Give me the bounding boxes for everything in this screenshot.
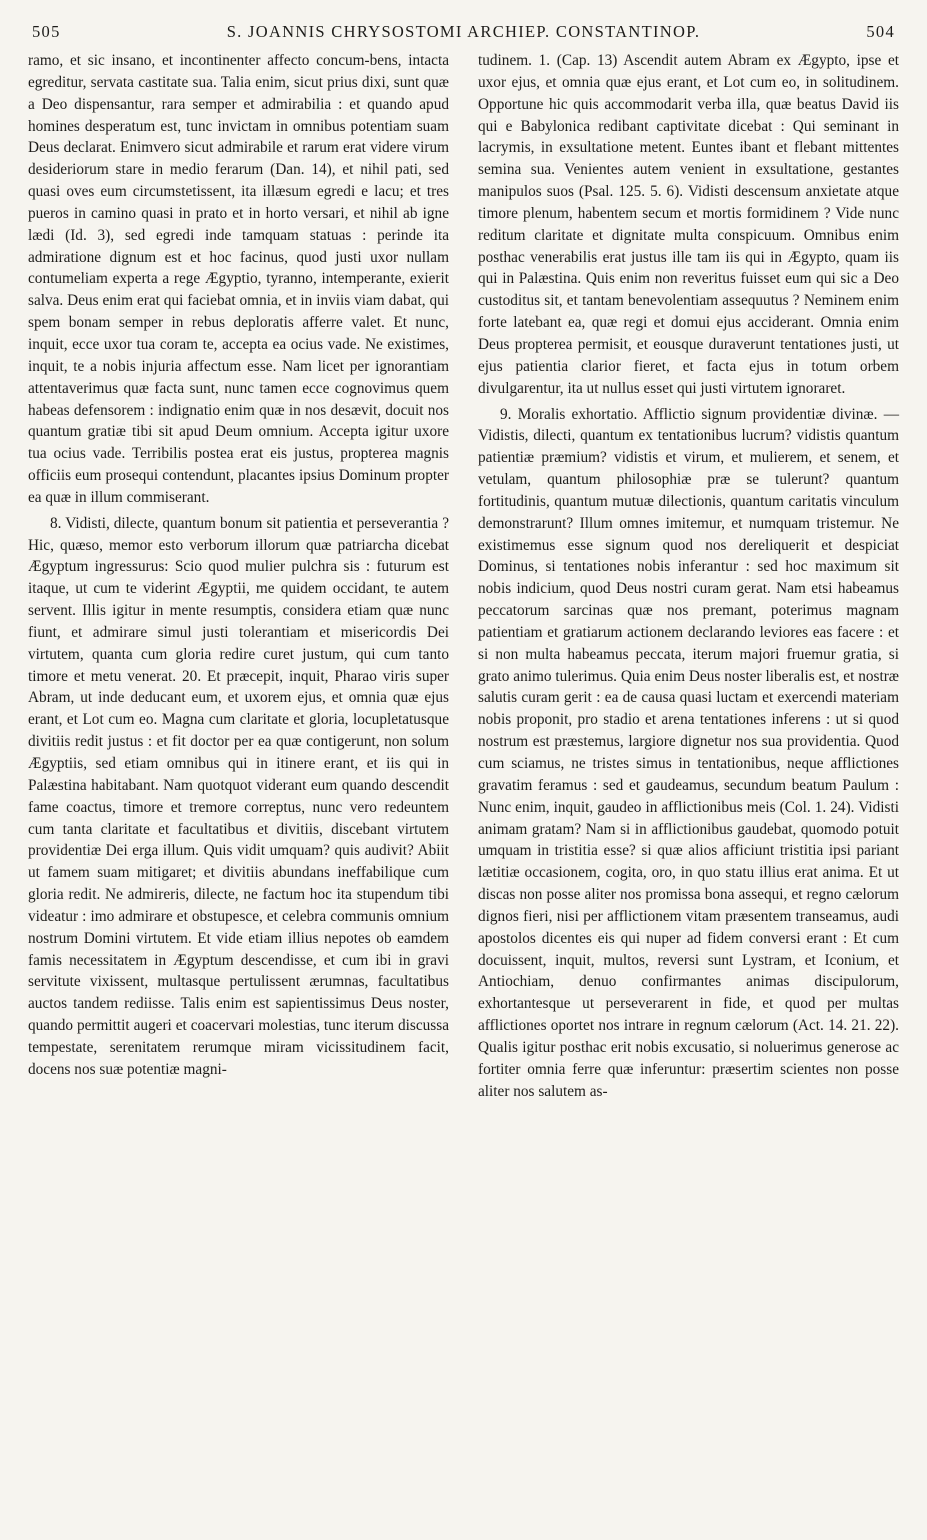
left-paragraph-1: ramo, et sic insano, et incontinenter affecto concum-bens, intacta egreditur, servata castitate sua. Talia enim, sicut prius dixi, sunt quæ a Deo dispensantur, rara semper et admirabilia : et quando apud homines desperatum est, tunc invictam in omnibus potentiam suam Deus declarat. Enimvero sicut admirabile et rarum erat videre virum desideriorum stare in medio ferarum (Dan. 14), et nihil pati, sed quasi oves eum circumstetissent, ita illæsum egredi e lacu; et tres pueros in camino quasi in prato et in horto versari, et nihil ab igne lædi (Id. 3), sed egredi inde tamquam statuas : perinde ita admiratione dignum est et hoc facinus, quod justi uxor nullam contumeliam experta a rege Ægyptio, tyranno, intemperante, exierit salva. Deus enim erat qui faciebat omnia, et in inviis viam dabat, qui spem bonam semper in rebus deploratis afferre valet. Et nunc, inquit, ecce uxor tua coram te, accepta ea ocius vade. Ne existimes, inquit, te a nobis injuria affectum esse. Nam licet per ignorantiam attentaverimus quæ facta sunt, nunc tamen ecce cognovimus quem habeas defensorem : indignatio enim quæ in nos desævit, docuit nos quantum gratiæ tibi sit apud Deum omnium. Accepta igitur uxore tua ocius vade. Terribilis postea erat eis justus, propterea magnis officiis eum prosequi contendunt, placantes ipsius Dominum propter ea quæ in illum commiserant. bbox=[28, 52, 449, 506]
page-number-right: 504 bbox=[866, 22, 895, 41]
running-title: S. JOANNIS CHRYSOSTOMI ARCHIEP. CONSTANTINOP. bbox=[226, 22, 701, 41]
right-paragraph-2: 9. Moralis exhortatio. Afflictio signum providentiæ divinæ. — Vidistis, dilecti, quantum ex tentationibus lucrum? vidistis quantum patientiæ præmium? vidistis et virum, et mulierem, et senem, et vetulam, quantum philosophiæ præ se tulerunt? quantum fortitudinis, quantum mutuæ dilectionis, quantum caritatis vinculum demonstrarunt? Illum omnes imitemur, et numquam tristemur. Ne existimemus esse signum quod nos dereliquerit et despiciat Dominus, si tentationes nobis inferantur : sed hoc maximum sit nobis indicium, quod Deus nostri curam gerat. Nam etsi habeamus peccatorum sarcinas quæ nos premant, poterimus magnam patientiam et gratiarum actionem declarando leviores eas facere : et si non multa habeamus peccata, iterum majori fruemur gratia, si grato animo tulerimus. Quia enim Deus noster liberalis est, et nostræ salutis curam gerit : ea de causa quasi luctam et exercendi materiam nobis proponit, pro stadio et arena tentationes inferens : ut si quod nostrum est præstemus, largiore dignetur nos sua providentia. Quod cum sciamus, ne tristes simus in tentationibus, neque afflictiones gravatim feramus : sed et gaudeamus, secundum beatum Paulum : Nunc enim, inquit, gaudeo in afflictionibus meis (Col. 1. 24). Vidisti animam gratam? Nam si in afflictionibus gaudebat, quomodo potuit umquam in tristitia esse? si quæ alios afficiunt tristitia ipsi pariant lætitiæ occasionem, cogita, oro, in quo statu illius erat anima. Et ut discas non posse aliter nos promissa bona assequi, et regno cælorum dignos fieri, nisi per afflictionem vitam præsentem transeamus, audi apostolos dicentes eis qui nuper ad fidem conversi erant : Et cum docuissent, inquit, multos, reversi sunt Lystram, et Iconium, et Antiochiam, denuo confirmantes animas discipulorum, exhortantesque ut perseverarent in fide, et quod per multas afflictiones oportet nos intrare in regnum cælorum (Act. 14. 21. 22). Qualis igitur posthac erit nobis excusatio, si noluerimus generose ac fortiter omnia ferre quæ inferuntur: præsertim scientes non posse aliter nos salutem as- bbox=[478, 405, 899, 1100]
text-columns bbox=[28, 50, 899, 1103]
left-column bbox=[28, 50, 449, 1103]
left-paragraph-2: 8. Vidisti, dilecte, quantum bonum sit patientia et perseverantia ? Hic, quæso, memor esto verborum illorum quæ patriarcha dicebat Ægyptum ingressurus: Scio quod mulier pulchra sis : futurum est itaque, ut cum te viderint Ægyptii, me quidem occidant, te autem servent. Illis igitur in mente resumptis, considera etiam quæ nunc fiunt, et admirare simul justi tolerantiam et misericordis Dei virtutem, quanta cum gloria redire curet justum, qui cum tanto timore et metu venerat. 20. Et præcepit, inquit, Pharao viris super Abram, ut inde deducant eum, et uxorem ejus, et omnia quæ ejus erant, et Lot cum eo. Magna cum claritate et gloria, locupletatusque divitiis redit justus : et fit doctor per ea quæ contigerunt, non solum Ægyptiis, sed etiam omnibus qui in itinere erant, et iis qui in Palæstina habitabant. Nam quotquot viderant eum quando descendit fame coactus, timore et tremore correptus, nunc vero redeuntem cum tanta claritate et facultatibus et divitiis, discebant virtutem providentiæ Dei erga illum. Quis vidit umquam? quis audivit? Abiit ut famem suam mitigaret; et divitiis abundans ineffabilique cum gloria redit. Ne admireris, dilecte, ne factum hoc ita stupendum tibi videatur : imo admirare et obstupesce, et celebra communis omnium nostrum Domini virtutem. Et vide etiam illius nepotes ob eamdem famis necessitatem in Ægyptum descendisse, et cum ibi in gravi servitute vixissent, multasque pertulissent ærumnas, facultatibus auctos tandem rediisse. Talis enim est sapientissimus Deus noster, quando permittit augeri et coacervari molestias, tunc iterum discussa tempestate, serenitatem rerumque miram vicissitudinem facit, docens nos suæ potentiæ magni- bbox=[28, 514, 449, 1078]
right-column bbox=[478, 50, 899, 1103]
right-paragraph-1: tudinem. 1. (Cap. 13) Ascendit autem Abram ex Ægypto, ipse et uxor ejus, et omnia quæ ejus erant, et Lot cum eo, in solitudinem. Opportune hic quis accommodarit verba illa, quæ beatus David iis qui e Babylonica redibant captivitate dicebat : Qui seminant in lacrymis, in exsultatione metent. Euntes ibant et flebant mittentes semina sua. Venientes autem venient in exsultatione, gestantes manipulos suos (Psal. 125. 5. 6). Vidisti descensum anxietate atque timore plenum, habentem secum et mortis formidinem ? Vide nunc reditum claritate et dignitate multa conspicuum. Omnibus enim posthac venerabilis erat justus ille tam iis qui in Ægypto, quam iis qui in Palæstina. Quis enim non reveritus fuisset eum qui sic a Deo custoditus sit, et tantam benevolentiam assequutus ? Neminem enim forte latebant ea, quæ regi et domui ejus acciderant. Omnia enim Deus propterea permisit, et eousque duraverunt tentationes justi, ut ejus patientia clarior fieret, et facta ejus in totum orbem divulgarentur, ita ut nullus esset qui justi virtutem ignoraret. bbox=[478, 52, 899, 397]
running-header bbox=[28, 22, 899, 48]
page-number-left: 505 bbox=[32, 22, 61, 41]
